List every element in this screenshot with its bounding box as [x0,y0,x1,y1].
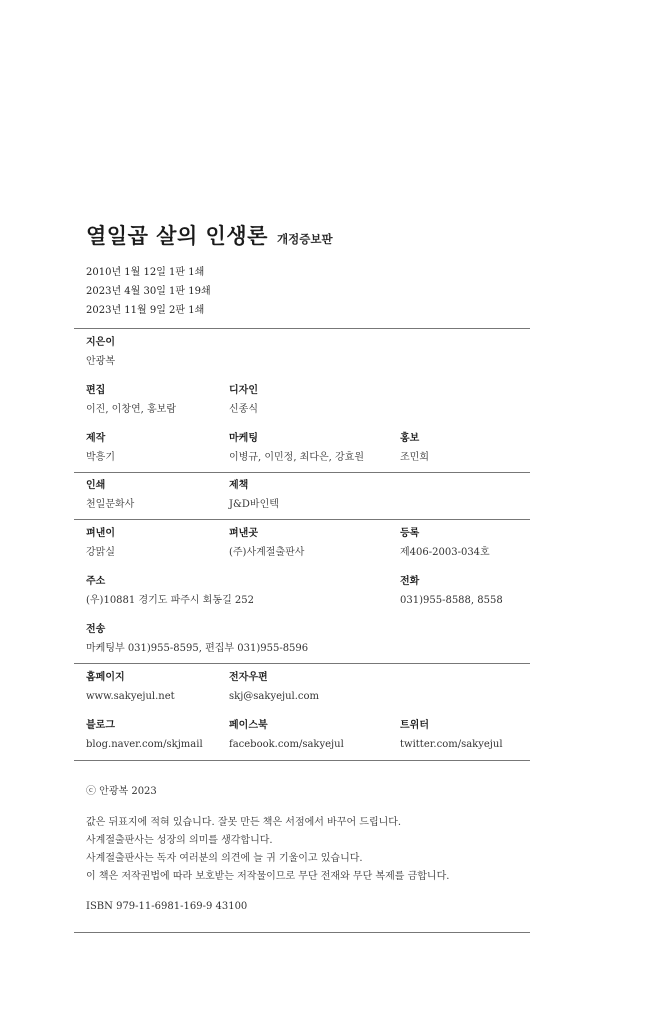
credit-label: 펴낸곳 [229,528,258,539]
credit-label: 트위터 [400,720,429,731]
edition-line: 2023년 11월 9일 2판 1쇄 [86,305,205,316]
credit-label: 전자우편 [229,672,268,683]
isbn: ISBN 979-11-6981-169-9 43100 [86,901,248,912]
credit-value: facebook.com/sakyejul [229,739,344,750]
credit-value: 안광복 [86,356,115,367]
credit-press [229,527,304,560]
divider [74,663,530,664]
credit-label: 홈페이지 [86,672,125,683]
divider [74,328,530,329]
credit-label: 전화 [400,576,420,587]
divider [74,472,530,473]
credit-twitter [400,719,503,752]
credit-production [86,432,115,465]
credit-value: 조민희 [400,452,429,463]
edition-line: 2023년 4월 30일 1판 19쇄 [86,286,211,297]
credit-label: 주소 [86,576,106,587]
credit-label: 페이스북 [229,720,268,731]
credit-label: 인쇄 [86,480,106,491]
edition-history [86,263,211,320]
credit-value: (주)사계절출판사 [229,547,305,558]
credit-value: J&D바인텍 [229,499,279,510]
credit-label: 홍보 [400,433,420,444]
credit-label: 편집 [86,385,106,396]
credit-phone [400,575,503,608]
credit-value: 신종식 [229,404,258,415]
credit-value: blog.naver.com/skjmail [86,739,203,750]
credit-value: twitter.com/sakyejul [400,739,503,750]
notice-line: 사계절출판사는 성장의 의미를 생각합니다. [86,835,273,846]
credit-author [86,336,115,369]
credit-binding [229,479,279,512]
credit-value: www.sakyejul.net [86,691,175,702]
title-row [86,220,333,250]
credit-label: 디자인 [229,385,258,396]
credit-fax [86,623,308,656]
credit-value: 강맑실 [86,547,115,558]
credit-editing [86,384,176,417]
colophon [86,782,449,912]
credit-printing [86,479,134,512]
credit-value: 제406-2003-034호 [400,547,490,558]
notice-line: 사계절출판사는 독자 여러분의 의견에 늘 귀 기울이고 있습니다. [86,853,363,864]
credit-value: 031)955-8588, 8558 [400,595,503,606]
divider [74,760,530,761]
credit-label: 전송 [86,624,106,635]
credit-value: 이진, 이창연, 홍보람 [86,404,176,415]
credit-registration [400,527,490,560]
book-title: 열일곱 살의 인생론 [86,224,268,248]
book-subtitle: 개정증보판 [277,232,333,246]
credit-blog [86,719,203,752]
credit-publicity [400,432,429,465]
credit-publisher [86,527,115,560]
credit-label: 펴낸이 [86,528,115,539]
divider [74,932,530,933]
notice-list [86,814,449,886]
credit-email [229,671,319,704]
credit-label: 지은이 [86,337,115,348]
credit-label: 마케팅 [229,433,258,444]
credit-facebook [229,719,344,752]
credit-value: skj@sakyejul.com [229,691,320,702]
notice-line: 값은 뒤표지에 적혀 있습니다. 잘못 만든 책은 서점에서 바꾸어 드립니다. [86,817,402,828]
credit-value: 이병규, 이민정, 최다은, 강효원 [229,452,364,463]
credit-label: 제책 [229,480,249,491]
credit-marketing [229,432,364,465]
credit-value: 마케팅부 031)955-8595, 편집부 031)955-8596 [86,643,309,654]
divider [74,519,530,520]
credit-design [229,384,258,417]
credit-value: (우)10881 경기도 파주시 회동길 252 [86,595,255,606]
credit-value: 박흥기 [86,452,115,463]
credit-value: 천일문화사 [86,499,135,510]
credit-label: 등록 [400,528,420,539]
credit-address [86,575,254,608]
notice-line: 이 책은 저작권법에 따라 보호받는 저작물이므로 무단 전재와 무단 복제를 금합니다. [86,871,450,882]
credit-homepage [86,671,175,704]
credit-label: 블로그 [86,720,115,731]
credit-label: 제작 [86,433,106,444]
copyright-line: ⓒ 안광복 2023 [86,786,157,797]
edition-line: 2010년 1월 12일 1판 1쇄 [86,267,205,278]
